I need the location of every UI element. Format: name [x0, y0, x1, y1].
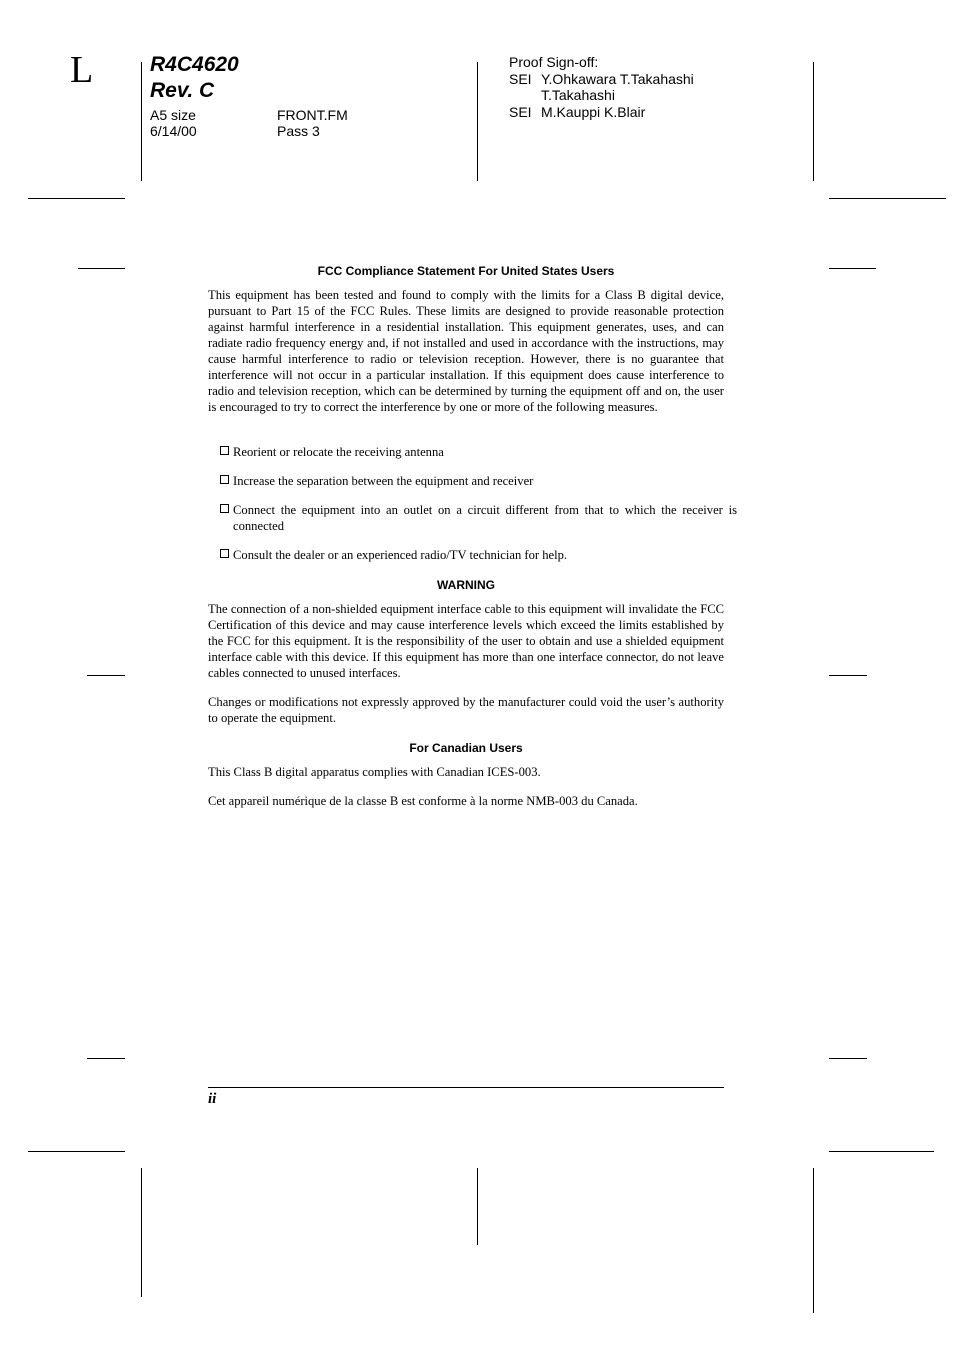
crop-mark: [141, 1168, 142, 1297]
revision-label: Rev. C: [150, 79, 215, 102]
size-label: A5 size: [150, 107, 196, 123]
crop-mark: [87, 1058, 125, 1059]
warning-paragraph: The connection of a non-shielded equipment interface cable to this equipment will invalidate the FCC Certification of this device and may cause interference levels which exceed the limits established by the FCC for this equipment. It is the responsibility of the user to obtain and use a shielded equipment interface cable with this device. If this equipment has more than one interface connector, do not leave cables connected to unused interfaces.: [208, 602, 724, 680]
canada-heading: For Canadian Users: [409, 741, 523, 755]
crop-mark: [829, 198, 946, 199]
checkbox-bullet-icon: [220, 504, 229, 513]
list-item: Consult the dealer or an experienced radio/TV technician for help.: [220, 547, 737, 563]
crop-mark: [829, 675, 867, 676]
crop-mark: [78, 268, 125, 269]
crop-mark: [141, 62, 142, 181]
proof-title: Proof Sign-off:: [509, 54, 599, 70]
filename-label: FRONT.FM: [277, 107, 348, 123]
crop-mark: [829, 1151, 934, 1152]
proof-org: SEI: [509, 71, 532, 87]
proof-names: M.Kauppi K.Blair: [541, 104, 646, 120]
date-label: 6/14/00: [150, 123, 197, 139]
crop-mark: [477, 62, 478, 181]
checkbox-bullet-icon: [220, 549, 229, 558]
crop-mark: [813, 62, 814, 181]
corner-letter: L: [70, 49, 94, 91]
crop-mark: [477, 1168, 478, 1245]
pass-label: Pass 3: [277, 123, 320, 139]
footer-rule: [208, 1087, 724, 1088]
warning-heading: WARNING: [437, 578, 495, 592]
proof-org: SEI: [509, 104, 532, 120]
changes-paragraph: Changes or modifications not expressly approved by the manufacturer could void the user’s authority to operate the equipment.: [208, 695, 724, 725]
model-number: R4C4620: [150, 53, 239, 76]
crop-mark: [829, 1058, 867, 1059]
proof-names: T.Takahashi: [541, 87, 615, 103]
crop-mark: [813, 1168, 814, 1313]
list-item: Reorient or relocate the receiving antenna: [220, 444, 737, 460]
list-item: Increase the separation between the equipment and receiver: [220, 473, 737, 489]
fcc-heading: FCC Compliance Statement For United States Users: [317, 264, 615, 278]
model-title: [150, 52, 239, 104]
crop-mark: [829, 268, 876, 269]
canada-english: This Class B digital apparatus complies with Canadian ICES-003.: [208, 765, 541, 779]
page-number: ii: [208, 1091, 217, 1107]
canada-french: Cet appareil numérique de la classe B est conforme à la norme NMB-003 du Canada.: [208, 794, 638, 808]
checkbox-bullet-icon: [220, 475, 229, 484]
proof-names: Y.Ohkawara T.Takahashi: [541, 71, 694, 87]
checkbox-bullet-icon: [220, 446, 229, 455]
crop-mark: [28, 1151, 125, 1152]
fcc-paragraph: This equipment has been tested and found to comply with the limits for a Class B digital device, pursuant to Part 15 of the FCC Rules. These limits are designed to provide reasonable protection against harmful interference in a residential installation. This equipment generates, uses, and can radiate radio frequency energy and, if not installed and used in accordance with the instructions, may cause harmful interference to radio or television reception. However, there is no guarantee that interference will not occur in a particular installation. If this equipment does cause interference to radio and television reception, which can be determined by turning the equipment off and on, the user is encouraged to try to correct the interference by one or more of the following measures.: [208, 288, 724, 414]
list-item: Connect the equipment into an outlet on a circuit different from that to which the receiver is connected: [220, 502, 737, 534]
crop-mark: [87, 675, 125, 676]
crop-mark: [28, 198, 125, 199]
